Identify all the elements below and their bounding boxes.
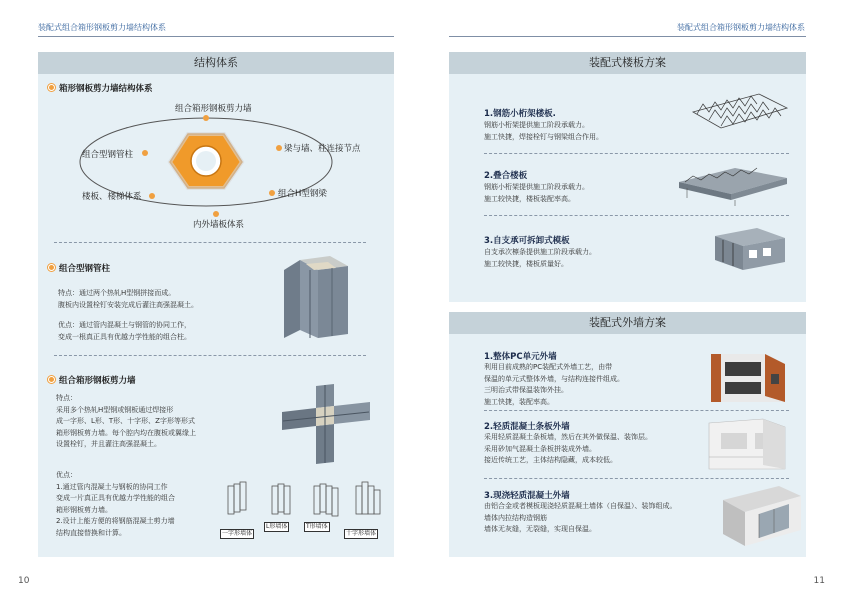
- wall-shape-thumbnails: [222, 480, 390, 525]
- diagram-label-left-upper: 组合型钢管柱: [82, 150, 134, 160]
- cross-wall-thumb: [356, 482, 380, 514]
- structure-system-panel: [38, 52, 394, 557]
- diagram-label-top: 组合箱形钢板剪力墙: [175, 104, 252, 114]
- bullet-icon: [48, 376, 55, 383]
- shape-label-t: T形墙体: [306, 523, 328, 530]
- page-number-left: 10: [18, 576, 30, 586]
- running-head-left: 装配式组合箱形钢板剪力墙结构体系: [38, 23, 166, 32]
- exterior-wall-panel: [449, 312, 806, 557]
- diagram-label-left-lower: 楼板、楼梯体系: [82, 192, 142, 202]
- floor-item-1-heading: 1.钢筋小桁架楼板.: [484, 109, 556, 119]
- composite-slab-illustration: [675, 162, 790, 207]
- steel-column-features: 特点：通过两个热轧H型钢拼接而成。 腹板内设置栓钉安装完成后灌注高强混凝土。: [58, 289, 198, 309]
- pc-unit-wall-illustration: [705, 350, 789, 405]
- panel-title-floor: 装配式楼板方案: [449, 52, 806, 74]
- node-dot-top: [203, 115, 209, 121]
- node-dot-bottom: [213, 211, 219, 217]
- divider: [54, 242, 366, 243]
- cross-wall-illustration: [276, 382, 376, 467]
- wall-item-3-text: 由铝合金或者模板现浇轻质混凝土墙体（自保温）、装饰组成。 墙体内拉结构造钢筋 墙体无灰缝，无裂缝，实现自保温。: [484, 502, 677, 533]
- diagram-label-right-upper: 梁与墙、柱连接节点: [284, 144, 361, 154]
- box-wall-features: 特点： 采用多个热轧H型钢或钢板通过焊接形 成一字形、L形、T形、十字形、Z字形等形式 箱形钢板剪力墙。每个腔内均在腹板或翼缘上 设置栓钉，并且灌注高强混凝土。: [56, 394, 196, 448]
- bullet-icon: [48, 84, 55, 91]
- floor-item-1-text: 钢筋小桁架提供施工阶段承载力。 施工快捷，焊接栓钉与钢梁组合作用。: [484, 121, 603, 141]
- node-dot-right-lower: [269, 190, 275, 196]
- hex-nut-icon: [170, 134, 242, 188]
- floor-item-2-text: 钢筋小桁架提供施工阶段承载力。 施工较快捷，楼板装配率高。: [484, 183, 589, 203]
- node-dot-left-lower: [149, 193, 155, 199]
- divider: [484, 153, 789, 154]
- panel-title-exterior-wall: 装配式外墙方案: [449, 312, 806, 334]
- wall-item-2-heading: 2.轻质混凝土条板外墙: [484, 422, 570, 432]
- steel-column-illustration: [270, 252, 365, 342]
- page-number-right: 11: [813, 576, 825, 586]
- cast-in-place-wall-illustration: [719, 484, 803, 550]
- wall-item-3-heading: 3.现浇轻质混凝土外墙: [484, 491, 570, 501]
- wall-item-2-text: 采用轻质混凝土条板墙，然后在其外做保温、装饰层。 采用砂加气混凝土条板拼装成外墙。 接近传统工艺，主体结构隐藏，成本较低。: [484, 433, 652, 464]
- running-head-right: 装配式组合箱形钢板剪力墙结构体系: [677, 23, 805, 32]
- shape-label-cross: 十字形墙体: [346, 530, 377, 537]
- divider: [484, 410, 789, 411]
- truss-slab-illustration: [689, 90, 789, 135]
- divider: [54, 355, 366, 356]
- diagram-label-right-lower: 组合H型钢梁: [278, 189, 327, 199]
- box-wall-advantages: 优点： 1.通过管内混凝土与钢板的协同工作 变成一片真正具有优越力学性能的组合 箱形钢板剪力墙。 2.设计上能方便的将钢筋混凝土剪力墙 结构直接替换和计算。: [56, 471, 175, 537]
- shape-label-l: L形墙体: [266, 523, 288, 530]
- floor-slab-panel: [449, 52, 806, 302]
- wall-item-1-text: 利用目前成熟的PC装配式外墙工艺，由带 保温的单元式整体外墙，与结构连接件组成。 三明治式带保温装饰外挂。 施工快捷，装配率高。: [484, 363, 624, 406]
- bullet-icon: [48, 264, 55, 271]
- steel-column-advantages: 优点：通过管内混凝土与钢管的协同工作， 变成一根真正具有优越力学性能的组合柱。: [58, 321, 191, 341]
- l-wall-thumb: [272, 484, 290, 514]
- lightweight-panel-wall-illustration: [705, 415, 789, 473]
- divider: [484, 215, 789, 216]
- t-wall-thumb: [314, 484, 338, 516]
- straight-wall-thumb: [228, 482, 246, 514]
- shape-label-straight: 一字形墙体: [222, 530, 253, 537]
- section-heading-steel-column: 组合型钢管柱: [48, 262, 110, 274]
- floor-item-3-heading: 3.自支承可拆卸式模板: [484, 236, 570, 246]
- floor-item-3-text: 自支承次檩条提供施工阶段承载力。 施工较快捷，楼板质量好。: [484, 248, 596, 268]
- wall-item-1-heading: 1.整体PC单元外墙: [484, 352, 557, 362]
- floor-item-2-heading: 2.叠合楼板: [484, 171, 528, 181]
- section-heading-box-wall-system: 箱形钢板剪力墙结构体系: [48, 82, 153, 94]
- removable-formwork-illustration: [705, 224, 789, 274]
- node-dot-right-upper: [276, 145, 282, 151]
- divider: [484, 478, 789, 479]
- panel-title-structure: 结构体系: [38, 52, 394, 74]
- header-rule-right: [449, 36, 806, 37]
- header-rule-left: [38, 36, 394, 37]
- node-dot-left-upper: [142, 150, 148, 156]
- diagram-label-bottom: 内外墙板体系: [193, 220, 245, 230]
- section-heading-box-steel-wall: 组合箱形钢板剪力墙: [48, 374, 136, 386]
